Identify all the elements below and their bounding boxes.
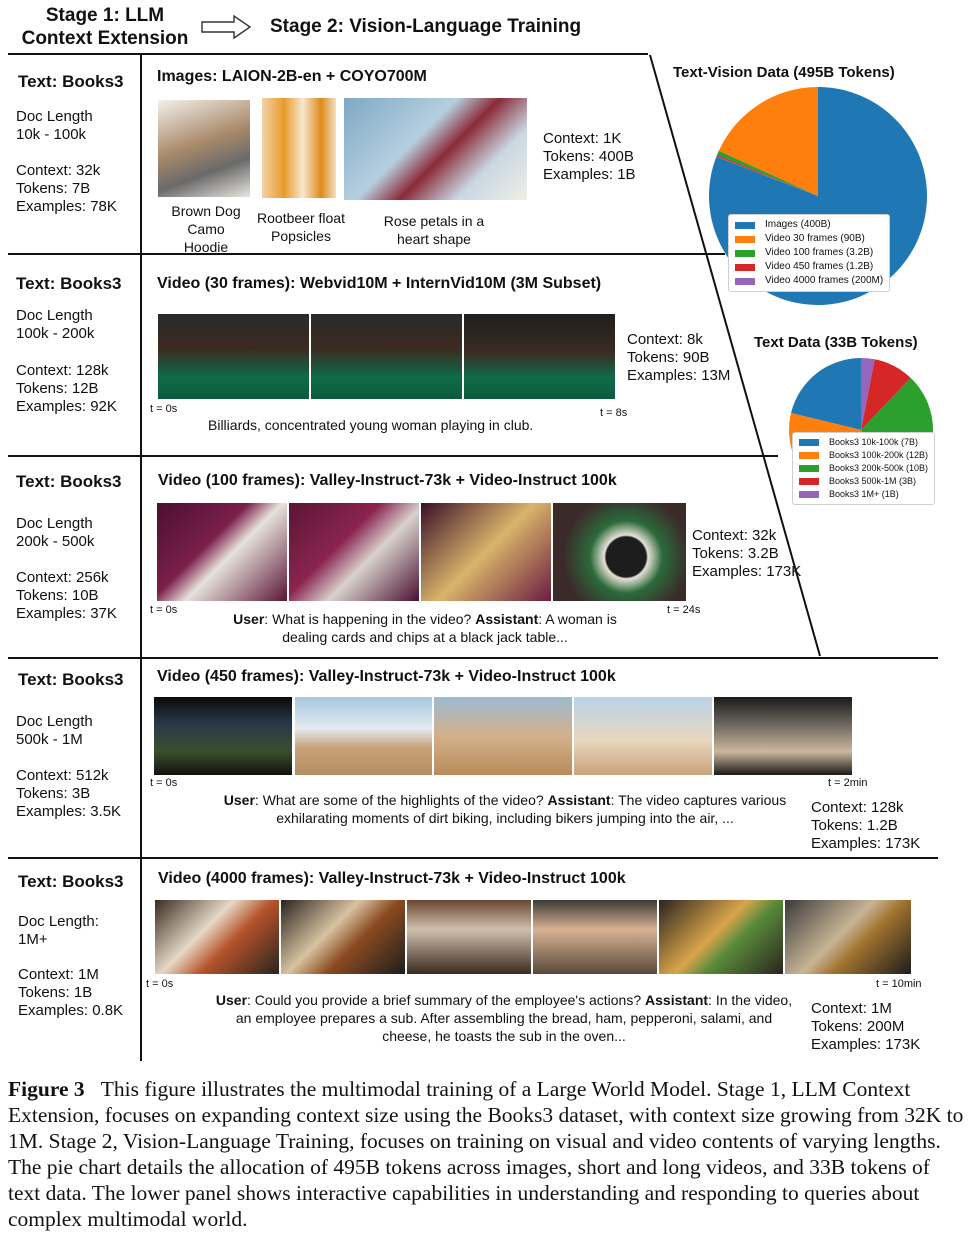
- pie1-legend-label: Images (400B): [765, 219, 831, 230]
- pie1-legend-label: Video 100 frames (3.2B): [765, 247, 874, 258]
- video-frame-1: [154, 697, 292, 775]
- pie2-legend-swatch: [799, 439, 819, 446]
- pie2-legend-item: [799, 462, 928, 475]
- row5-dataset-title: Video (4000 frames): Valley-Instruct-73k + Video-Instruct 100k: [158, 870, 626, 887]
- pie2-legend-item: [799, 475, 928, 488]
- row-divider-top: [8, 53, 648, 55]
- pie1-legend-swatch: [735, 222, 755, 229]
- row3-time-start: t = 0s: [150, 604, 178, 616]
- pie2-legend-label: Books3 500k-1M (3B): [829, 476, 917, 486]
- pie2-legend-swatch: [799, 452, 819, 459]
- pie1-legend-label: Video 4000 frames (200M): [765, 275, 884, 286]
- row2-caption: Billiards, concentrated young woman playing in club.: [208, 417, 534, 433]
- pie2-legend-swatch: [799, 478, 819, 485]
- stage1-title: Stage 1: LLM Context Extension: [21, 5, 189, 49]
- pie2-legend-label: Books3 100k-200k (12B): [829, 450, 929, 460]
- image-caption-rose: Rose petals in a heart shape: [383, 213, 485, 247]
- row3-doc-length: Doc Length 200k - 500k: [16, 515, 95, 550]
- row5-doc-length: Doc Length: 1M+: [18, 913, 99, 948]
- figure-label: Figure 3: [8, 1077, 85, 1101]
- arrow-right-icon: [200, 14, 254, 40]
- video-frame-2: [311, 314, 462, 399]
- pie1-legend-item: [735, 246, 883, 260]
- pie1-legend: [728, 214, 890, 292]
- pie2-legend-swatch: [799, 465, 819, 472]
- video-frame-3: [434, 697, 572, 775]
- image-caption-popsicles: Rootbeer float Popsicles: [257, 210, 345, 244]
- pie1-legend-item: [735, 260, 883, 274]
- row1-doc-length: Doc Length 10k - 100k: [16, 108, 93, 143]
- row4-time-end: t = 2min: [828, 777, 868, 789]
- row2-dataset-title: Video (30 frames): Webvid10M + InternVid10M (3M Subset): [157, 275, 602, 292]
- video-frame-5: [659, 900, 783, 974]
- video-frame-3: [407, 900, 531, 974]
- video-frame-6: [785, 900, 911, 974]
- row1-text-title: Text: Books3: [18, 72, 124, 91]
- video-frame-4: [533, 900, 657, 974]
- video-frame-1: [157, 503, 287, 601]
- row5-text-stats: Context: 1M Tokens: 1B Examples: 0.8K: [18, 966, 124, 1019]
- video-frame-1: [155, 900, 279, 974]
- row4-time-start: t = 0s: [150, 777, 178, 789]
- row3-text-stats: Context: 256k Tokens: 10B Examples: 37K: [16, 569, 117, 622]
- row3-time-end: t = 24s: [667, 604, 701, 616]
- image-dog-hoodie: [158, 100, 250, 197]
- video-frame-2: [295, 697, 432, 775]
- row5-dialogue: User: Could you provide a brief summary of the employee's actions? Assistant: In the video, an employee prepares a sub. After assembling the bread, ham, pepperoni, salami, and cheese, he toasts the sub in the oven...: [215, 992, 793, 1044]
- pie2-legend-label: Books3 200k-500k (10B): [829, 463, 929, 473]
- pie2-title: Text Data (33B Tokens): [754, 334, 918, 351]
- row2-text-stats: Context: 128k Tokens: 12B Examples: 92K: [16, 362, 117, 415]
- pie1-legend-label: Video 450 frames (1.2B): [765, 261, 874, 272]
- row1-stats: Context: 1K Tokens: 400B Examples: 1B: [543, 130, 636, 183]
- row-divider-1: [8, 253, 725, 255]
- row4-dialogue: User: What are some of the highlights of the video? Assistant: The video captures various exhilarating moments of dirt biking, including bikers jumping into the air, ...: [223, 792, 787, 826]
- row4-dataset-title: Video (450 frames): Valley-Instruct-73k + Video-Instruct 100k: [157, 668, 616, 685]
- row4-text-stats: Context: 512k Tokens: 3B Examples: 3.5K: [16, 767, 122, 820]
- video-frame-2: [289, 503, 419, 601]
- video-frame-2: [281, 900, 405, 974]
- pie1-legend-item: [735, 232, 883, 246]
- pie2-legend-label: Books3 1M+ (1B): [829, 489, 899, 499]
- pie1-legend-item: [735, 218, 883, 232]
- stage2-title: Stage 2: Vision-Language Training: [270, 16, 582, 37]
- row-divider-4: [8, 857, 938, 859]
- pie1-legend-swatch: [735, 264, 755, 271]
- pie1-legend-swatch: [735, 278, 755, 285]
- pie1-legend-swatch: [735, 236, 755, 243]
- row5-time-start: t = 0s: [146, 978, 174, 990]
- video-frame-5: [714, 697, 852, 775]
- pie2-legend-swatch: [799, 491, 819, 498]
- video-frame-4: [553, 503, 686, 601]
- row2-stats: Context: 8k Tokens: 90B Examples: 13M: [627, 331, 731, 384]
- row1-dataset-title: Images: LAION-2B-en + COYO700M: [157, 68, 427, 85]
- row4-text-title: Text: Books3: [18, 670, 124, 689]
- image-rootbeer-popsicles: [262, 98, 336, 198]
- pie2-legend-item: [799, 449, 928, 462]
- row5-time-end: t = 10min: [876, 978, 922, 990]
- row3-dialogue: User: What is happening in the video? Assistant: A woman is dealing cards and chips at a black jack table...: [233, 611, 617, 645]
- image-caption-dog: Brown Dog Camo Hoodie: [171, 203, 241, 255]
- video-frame-1: [158, 314, 309, 399]
- row2-time-start: t = 0s: [150, 403, 178, 415]
- row2-doc-length: Doc Length 100k - 200k: [16, 307, 95, 342]
- row5-stats: Context: 1M Tokens: 200M Examples: 173K: [811, 1000, 921, 1053]
- row2-text-title: Text: Books3: [16, 274, 122, 293]
- image-rose-petals: [344, 98, 527, 200]
- video-frame-3: [464, 314, 615, 399]
- pie2-legend-item: [799, 488, 928, 501]
- figure-caption-text: This figure illustrates the multimodal training of a Large World Model. Stage 1, LLM Context Extension, focuses on expanding context size using the Books3 dataset, with context size growing from 32K to 1M. Stage 2, Vision-Language Training, focuses on training on visual and video contents of varying lengths. The pie chart details the allocation of 495B tokens across images, short and long videos, and 33B tokens of text data. The lower panel shows interactive capabilities in understanding and responding to queries about complex multimodal world.: [8, 1077, 964, 1231]
- figure-caption: [8, 1076, 964, 1232]
- row5-text-title: Text: Books3: [18, 872, 124, 891]
- row4-doc-length: Doc Length 500k - 1M: [16, 713, 93, 748]
- pie1-legend-item: [735, 274, 883, 288]
- pie2-legend-label: Books3 10k-100k (7B): [829, 437, 919, 447]
- row3-stats: Context: 32k Tokens: 3.2B Examples: 173K: [692, 527, 802, 580]
- row3-dataset-title: Video (100 frames): Valley-Instruct-73k + Video-Instruct 100k: [158, 472, 617, 489]
- pie2-legend-item: [799, 436, 928, 449]
- pie1-title: Text-Vision Data (495B Tokens): [673, 64, 895, 81]
- pie2-legend: [792, 432, 935, 505]
- row2-time-end: t = 8s: [600, 407, 628, 419]
- row1-text-stats: Context: 32k Tokens: 7B Examples: 78K: [16, 162, 117, 215]
- pie1-legend-label: Video 30 frames (90B): [765, 233, 865, 244]
- row4-stats: Context: 128k Tokens: 1.2B Examples: 173K: [811, 799, 921, 852]
- video-frame-3: [421, 503, 551, 601]
- row3-text-title: Text: Books3: [16, 472, 122, 491]
- video-frame-4: [574, 697, 712, 775]
- pie1-legend-swatch: [735, 250, 755, 257]
- column-divider: [140, 55, 142, 1061]
